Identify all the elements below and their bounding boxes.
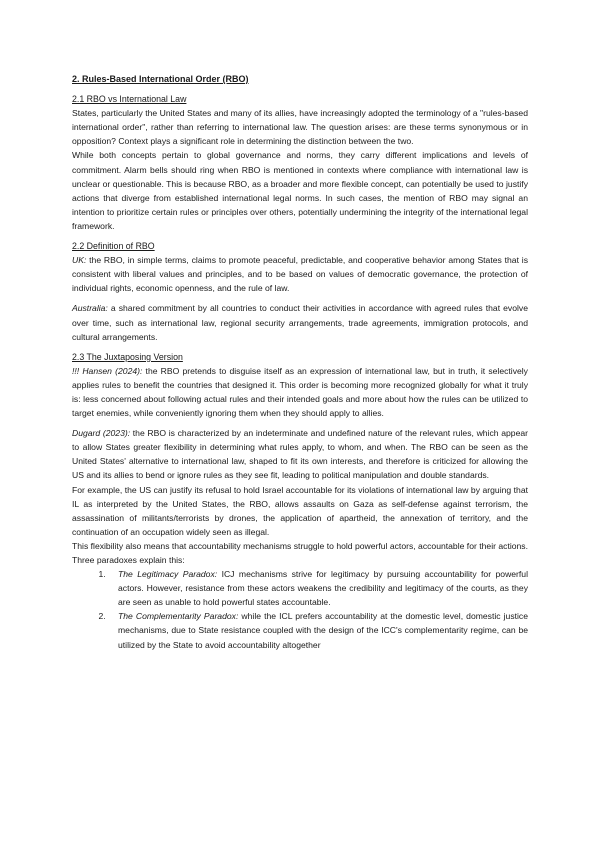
text-uk-definition: the RBO, in simple terms, claims to promote peaceful, predictable, and cooperative behavior among States that is consistent with liberal values and principles, and to be based on values of democratic governance, the protection of individual rights, economic openness, and the rule of law.	[72, 255, 528, 294]
label-uk: UK:	[72, 255, 87, 266]
paragraph-dugard	[72, 426, 528, 482]
list-item	[108, 567, 528, 609]
text-dugard: the RBO is characterized by an indeterminate and undefined nature of the relevant rules, which appear to allow States greater flexibility in determining what rules apply, to whom, and when. The RBO can be seen as the United States' alternative to international law, shaped to fit its own interests, and therefore is criticized for allowing the US and its allies to bend or ignore rules as they see fit, leading to political manipulation and double standards.	[72, 428, 528, 481]
text-legitimacy-paradox: ICJ mechanisms strive for legitimacy by pursuing accountability for powerful actors. However, resistance from these actors weakens the credibility and legitimacy of the courts, as they are seen as unable to hold powerful states accountable.	[118, 569, 528, 608]
label-complementarity-paradox: The Complementarity Paradox:	[118, 611, 239, 622]
paragraph-australia-definition	[72, 301, 528, 343]
paragraph-rbo-implications: While both concepts pertain to global governance and norms, they carry different implications and levels of commitment. Alarm bells should ring when RBO is mentioned in contexts where compliance with international law is unclear or questionable. This is because RBO, as a broader and more flexible concept, can potentially be used to justify actions that diverge from established international legal norms. In such cases, the mention of RBO may signal an intention to prioritize certain rules or principles over others, potentially undermining the integrity of the international legal framework.	[72, 150, 528, 231]
paragraph-uk-definition	[72, 253, 528, 295]
paradox-list	[72, 567, 528, 652]
subsection-heading-rbo-vs-il: 2.1 RBO vs International Law	[72, 94, 187, 105]
section-heading-rbo: 2. Rules-Based International Order (RBO)	[72, 74, 249, 84]
paragraph-hansen	[72, 364, 528, 420]
list-item	[108, 609, 528, 651]
paragraph-flexibility: This flexibility also means that accountability mechanisms struggle to hold powerful actors, accountable for their actions. Three paradoxes explain this:	[72, 540, 528, 565]
label-legitimacy-paradox: The Legitimacy Paradox:	[118, 569, 218, 580]
text-hansen: the RBO pretends to disguise itself as an expression of international law, but in truth, it selectively applies rules to benefit the countries that designed it. This order is becoming more recognized globally for what it truly is: less concerned about following actual rules and their intended goals and more about how the rules can be utilized to target enemies, while conveniently ignoring them when they should apply to allies.	[72, 365, 528, 419]
label-dugard: Dugard (2023):	[72, 428, 131, 439]
subsection-heading-definition: 2.2 Definition of RBO	[72, 241, 155, 252]
text-australia-definition: a shared commitment by all countries to conduct their activities in accordance with agreed rules that evolve over time, such as international law, regional security arrangements, trade agreements, immigration protocols, and cultural arrangements.	[72, 303, 528, 342]
paragraph-example: For example, the US can justify its refusal to hold Israel accountable for its violations of international law by arguing that IL as interpreted by the United States, the RBO, allows assaults on Gaza as self-defense against terrorism, the assassination of militants/terrorists by drones, the application of apartheid, the annexation of territory, and the continuation of an occupation widely seen as illegal.	[72, 484, 528, 537]
subsection-heading-juxtaposing: 2.3 The Juxtaposing Version	[72, 351, 183, 362]
paragraph-rbo-terminology: States, particularly the United States and many of its allies, have increasingly adopted the terminology of a "rules-based international order", rather than referring to international law. The question arises: are these terms synonymous or in opposition? Context plays a significant role in determining the distinction between the two.	[72, 108, 528, 147]
text-complementarity-paradox: while the ICL prefers accountability at the domestic level, domestic justice mechanisms, due to State resistance coupled with the design of the ICC's complementarity regime, can be utilized by the State to avoid accountability altogether	[118, 611, 528, 650]
label-hansen: !!! Hansen (2024):	[72, 365, 143, 376]
label-australia: Australia:	[72, 303, 108, 314]
